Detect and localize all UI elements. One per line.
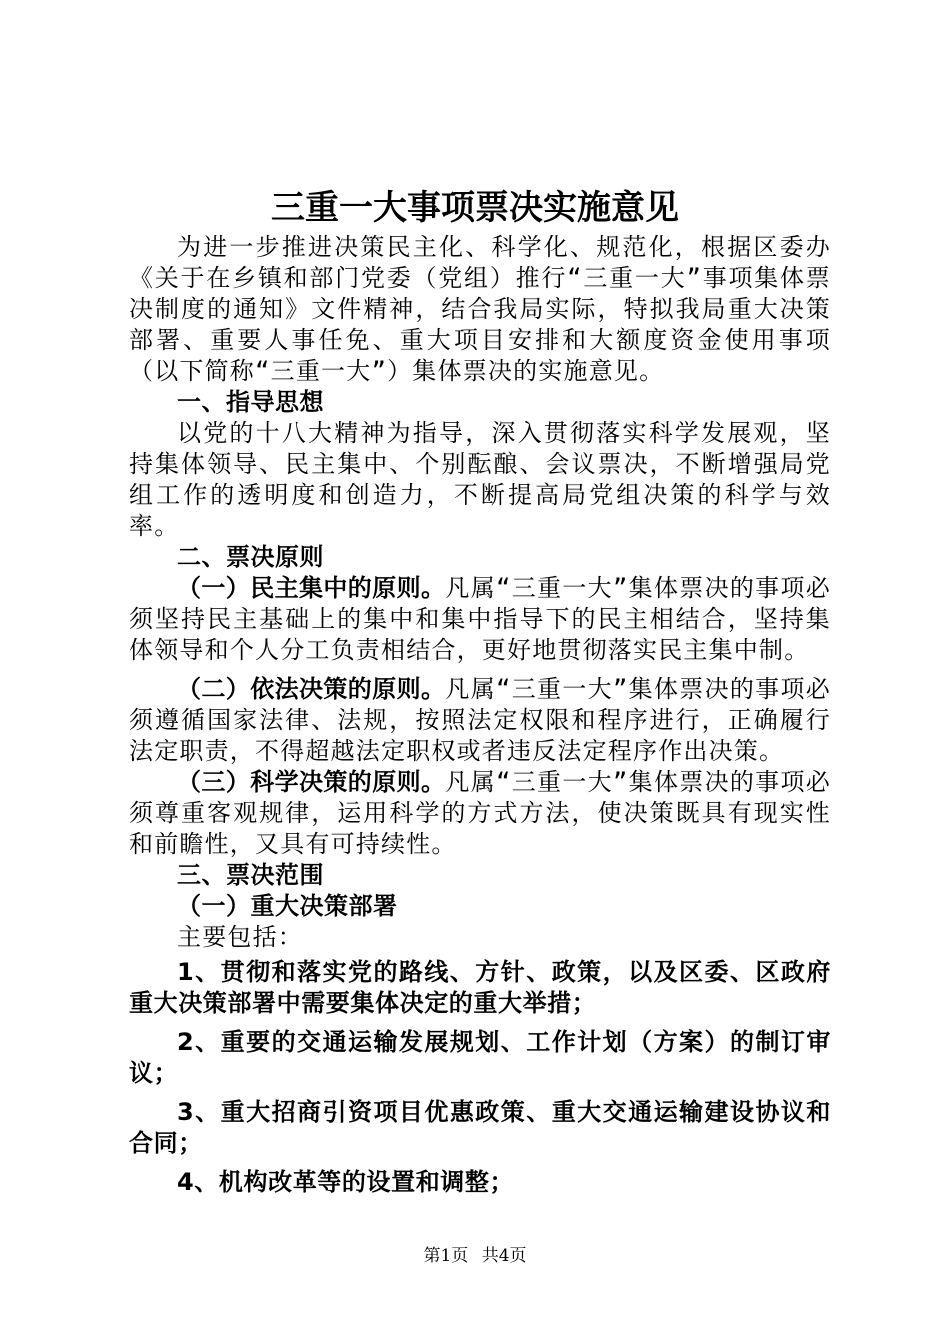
section-heading-scope: 三、票决范围 <box>177 861 324 889</box>
scope-intro: 主要包括： <box>177 923 303 951</box>
document-body <box>129 232 831 1198</box>
section-heading-principles: 二、票决原则 <box>177 543 324 571</box>
page-footer <box>0 1245 950 1267</box>
principle-lead: （三）科学决策的原则。 <box>177 768 446 796</box>
page-total: 共4页 <box>481 1246 527 1266</box>
intro-paragraph: 为进一步推进决策民主化、科学化、规范化，根据区委办《关于在乡镇和部门党委（党组）推行“三重一大”事项集体票决制度的通知》文件精神，结合我局实际，特拟我局重大决策部署、重要人事任免、重大项目安排和大额度资金使用事项（以下简称“三重一大”）集体票决的实施意见。 <box>129 233 831 385</box>
scope-item: 1、贯彻和落实党的路线、方针、政策，以及区委、区政府重大决策部署中需要集体决定的重大举措； <box>129 958 831 1017</box>
scope-item: 2、重要的交通运输发展规划、工作计划（方案）的制订审议； <box>129 1028 831 1087</box>
principle-lawful-decision <box>129 674 831 767</box>
principle-scientific-decision <box>129 767 831 860</box>
principle-text: 凡属“三重一大”集体票决的事项必须坚持民主基础上的集中和集中指导下的民主相结合，坚持集体领导和个人分工负责相结合，更好地贯彻落实民主集中制。 <box>129 574 831 664</box>
principle-text: 凡属“三重一大”集体票决的事项必须遵循国家法律、法规，按照法定权限和程序进行，正确履行法定职责，不得超越法定职权或者违反法定程序作出决策。 <box>129 675 831 765</box>
guiding-thought-paragraph: 以党的十八大精神为指导，深入贯彻落实科学发展观，坚持集体领导、民主集中、个别酝酿、会议票决，不断增强局党组工作的透明度和创造力，不断提高局党组决策的科学与效率。 <box>129 419 831 540</box>
page-number: 第1页 <box>423 1246 469 1266</box>
principle-lead: （二）依法决策的原则。 <box>177 675 446 703</box>
document-title: 三重一大事项票决实施意见 <box>271 188 679 228</box>
principle-lead: （一）民主集中的原则。 <box>177 574 446 602</box>
scope-item: 3、重大招商引资项目优惠政策、重大交通运输建设协议和合同； <box>129 1098 831 1157</box>
principle-text: 凡属“三重一大”集体票决的事项必须尊重客观规律，运用科学的方式方法，使决策既具有现实性和前瞻性，又具有可持续性。 <box>129 768 831 858</box>
subheading-major-decisions: （一）重大决策部署 <box>177 892 398 920</box>
principle-democratic-centralism <box>129 573 831 666</box>
scope-item: 4、机构改革等的设置和调整； <box>177 1168 515 1196</box>
section-heading-guiding-thought: 一、指导思想 <box>177 388 324 416</box>
